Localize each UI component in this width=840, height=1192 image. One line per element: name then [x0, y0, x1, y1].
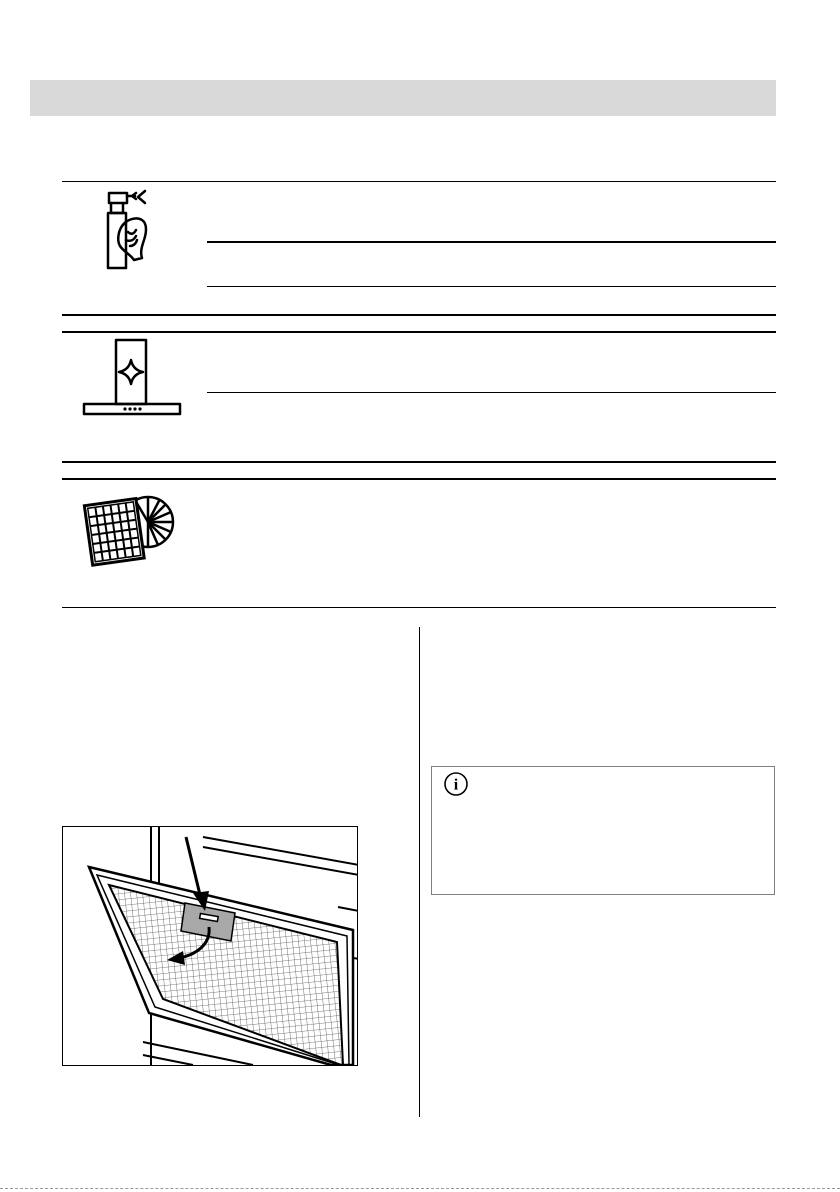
row1-inner-rule [207, 241, 776, 243]
info-note-box [431, 766, 775, 895]
table-top-rule [62, 181, 776, 182]
grease-filter-removal-illustration [62, 826, 358, 1066]
row2-top-rule [62, 331, 776, 333]
row2-inner-rule [207, 392, 776, 393]
table-bottom-rule [62, 607, 776, 608]
filter-removal-drawing [63, 827, 358, 1066]
row2-bottom-rule [62, 461, 776, 463]
spray-bottle-and-cloth-icon [100, 188, 160, 272]
info-icon [443, 771, 469, 797]
row1-bottom-rule [62, 314, 776, 316]
page-cut-line [0, 1188, 840, 1189]
section-header-bar [30, 80, 776, 116]
column-divider [419, 627, 420, 1117]
info-icon-glyph: i [453, 776, 459, 794]
cooker-hood-shine-icon [82, 338, 182, 418]
row1-inner-rule-2 [207, 286, 776, 287]
row3-top-rule [62, 478, 776, 480]
grease-filter-icon [80, 484, 176, 570]
